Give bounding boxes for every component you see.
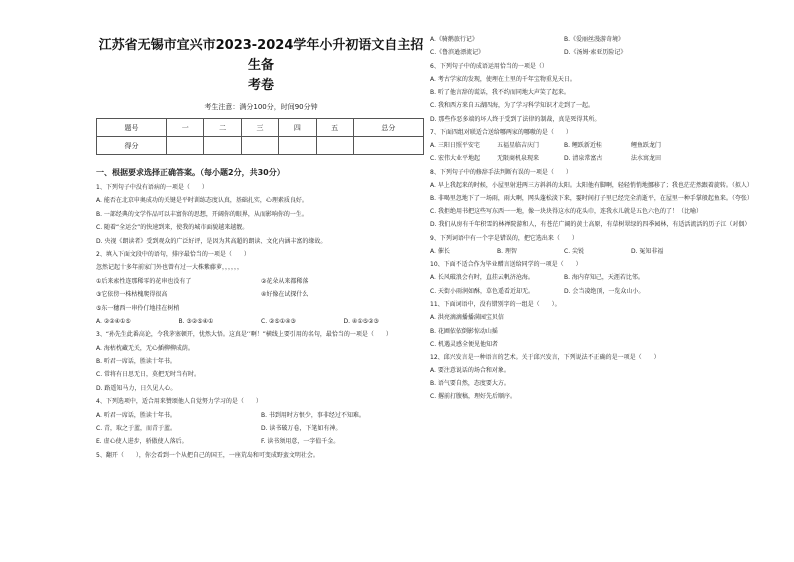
question-option: B. 语气要自然，态度要大方。 bbox=[430, 380, 510, 388]
score-input-cell[interactable] bbox=[353, 137, 423, 155]
question-stem: 9、下列词语中有一个字是错误的，把它选出来（ ） bbox=[430, 234, 578, 242]
left-column bbox=[96, 36, 426, 465]
score-header-cell: 四 bbox=[279, 119, 316, 137]
question-option: C. 撂前打腹稿，理好先后顺序。 bbox=[430, 393, 517, 401]
score-header-cell: 三 bbox=[241, 119, 278, 137]
score-header-cell: 二 bbox=[204, 119, 241, 137]
question-option: A. 长风破浪会有时，直挂云帆济沧海。 bbox=[430, 274, 534, 282]
option-row bbox=[96, 318, 426, 326]
question-option: A. 能否在北京申奥成功的关键是平时训练态度认真，基础扎实，心理素质良好。 bbox=[96, 197, 308, 205]
sentence-item: ⑤东一穗西一串伶仃地挂在树梢 bbox=[96, 304, 180, 312]
question-stem: 4、下列选项中，适合用来赞颂他人自觉努力学习的是（ ） bbox=[96, 398, 262, 406]
question-option: D. 路遥知马力，日久见人心。 bbox=[96, 384, 177, 392]
question-option: C. ②⑤①④③ bbox=[261, 317, 296, 325]
sentence-item: ④好像在试探什么 bbox=[261, 291, 309, 299]
question-stem: 11、下面词语中，没有错别字的一组是（ ）。 bbox=[430, 301, 561, 309]
question-stem: 5、翻开（ ），你会看到一个从把自己的国王，一座荒岛和可变成野蛮文明社会。 bbox=[96, 451, 319, 459]
question-option: A. 海枯枕藏无关，无心插柳柳成荫。 bbox=[96, 344, 194, 352]
question-option: D. 冤知非福 bbox=[631, 247, 664, 255]
question-option: A. ②②④①⑤ bbox=[96, 317, 131, 325]
question-option: A. 考古学家的发现，使埋在土里的千年宝物重见天日。 bbox=[430, 75, 576, 83]
question-option: A.《骑鹅旅行记》 bbox=[430, 36, 478, 43]
question-stem: 1、下列句子中没有语病的一项是（ ） bbox=[96, 184, 208, 191]
question-option: C. 机遇灵感全便见他知者 bbox=[430, 340, 499, 348]
score-table bbox=[96, 118, 424, 155]
score-header-cell: 五 bbox=[316, 119, 353, 137]
question-option: D.《汤姆·索亚历险记》 bbox=[564, 49, 627, 57]
question-option: F. 读书须用意，一字值千金。 bbox=[261, 438, 340, 446]
score-header-cell: 总分 bbox=[353, 119, 423, 137]
question-option: B. 理智 bbox=[497, 247, 517, 255]
question-option: B. 听君一席话，胜读十年书。 bbox=[96, 358, 176, 366]
option-row bbox=[430, 36, 698, 44]
couplet-item: 五福星临吉庆门 bbox=[497, 141, 540, 149]
score-input-cell[interactable] bbox=[167, 137, 204, 155]
option-row bbox=[430, 155, 698, 163]
couplet-item: B. 鲤跃新近桂 bbox=[564, 141, 602, 149]
question-stem: 8、下列句子中的修辞手法判断有误的一项是（ ） bbox=[430, 168, 572, 176]
question-option: B. 书到用时方恨少，事非经过不知难。 bbox=[261, 411, 365, 419]
question-option: C.《鲁滨逊漂流记》 bbox=[430, 49, 485, 57]
option-row bbox=[430, 142, 698, 150]
sentence-item: ②花朵从来都稀落 bbox=[261, 277, 309, 285]
question-option: B. 海内存知己，天涯若比邻。 bbox=[564, 274, 644, 282]
score-input-cell[interactable] bbox=[316, 137, 353, 155]
question-option: C. 青，取之于蓝，而青于蓝。 bbox=[96, 425, 177, 433]
question-stem: 7、下面四组对联适合送给哪两家的哪嗷的是（ ） bbox=[430, 128, 572, 136]
question-option: D. 我们从房有千年积雪的林禅院游和人，有苍茫广阔的黄土高原，有草树翠绿的四季园林，有适活流活的历子江（对偶） bbox=[430, 221, 751, 229]
exam-title-line1: 江苏省无锡市宜兴市2023-2024学年小升初语文自主招生备 bbox=[98, 38, 424, 73]
score-input-cell[interactable] bbox=[279, 137, 316, 155]
exam-notice: 考生注意：满分100分，时间90分钟 bbox=[204, 103, 318, 111]
question-option: B. 听了他言辞的谎话，我不约而同地大声笑了起来。 bbox=[430, 89, 570, 97]
sentence-pair bbox=[96, 291, 426, 299]
question-option: A. 要注意说话的场合和对象。 bbox=[430, 367, 510, 375]
question-option: C. 我和西方来自五湖四海，为了学习科学知识才走到了一起。 bbox=[430, 102, 595, 110]
exam-title-line2: 考卷 bbox=[247, 78, 274, 93]
option-row bbox=[96, 412, 426, 420]
question-option: C. 天街小雨润如酥，草色遥看近却无。 bbox=[430, 287, 535, 295]
question-option: D. 会当凌绝顶，一览众山小。 bbox=[564, 287, 645, 295]
score-input-cell[interactable] bbox=[204, 137, 241, 155]
question-stem: 12、邱兴发言是一种语言的艺术。关于邱兴发言，下列说法不正确的是一项是（ ） bbox=[430, 353, 660, 361]
question-stem: 3、“孙先生此番高论，令我茅塞顿开，忧然大悟。这真是‘’啊！”横线上要引用的名句，最恰当的一项是（ ） bbox=[96, 331, 392, 339]
couplet-item: D. 清泉常富古 bbox=[564, 155, 603, 163]
option-row bbox=[430, 274, 698, 282]
question-stem: 10、下面不适合作为毕业赠言送给同学的一项是（ ） bbox=[430, 261, 582, 269]
question-option: C. 尖锐 bbox=[564, 247, 585, 255]
score-header-cell: 一 bbox=[167, 119, 204, 137]
question-option: B.《爱丽丝漫游奇境》 bbox=[564, 36, 625, 43]
couplet-item: 无限商机泉现来 bbox=[497, 155, 540, 163]
question-option: A. 催长 bbox=[430, 247, 450, 255]
option-row bbox=[430, 248, 698, 256]
option-row bbox=[430, 49, 698, 57]
sentence-pair bbox=[96, 278, 426, 286]
score-header-cell: 题号 bbox=[97, 119, 167, 137]
question-option: C. 我拒绝用书把这些写东西一一地，像一块块得这水的花头巾，连我水儿就是五色六色的了！（比喻） bbox=[430, 208, 703, 216]
question-option: D. 央视《朗读者》受到观众的广泛好评，是因为其高超的朗读、文化内涵丰富的缘故。 bbox=[96, 237, 327, 245]
question-option: A. 洪亮滴滴播播满园宝贝信 bbox=[430, 314, 504, 322]
question-option: B. 花圃依依倒影惊动山摇 bbox=[430, 327, 498, 335]
question-option: D. 那些作恶多端的坏人终于受到了法律的制裁，真是死得其所。 bbox=[430, 115, 601, 123]
question-stem: 6、下列句子中的成语运用恰当的一项是（） bbox=[430, 62, 548, 70]
score-table-score-row bbox=[97, 137, 424, 155]
sentence-item: ③它依傍一株枯槐爬得很高 bbox=[96, 291, 168, 299]
option-row bbox=[96, 438, 426, 446]
question-text: 忽然记起十多年前家门外也曾有过一大株紫藤萝，，，，，， bbox=[96, 264, 244, 272]
option-row bbox=[430, 288, 698, 296]
score-input-cell[interactable] bbox=[241, 137, 278, 155]
right-column bbox=[430, 36, 753, 407]
question-stem: 2、填入下面文段中的语句，排序最恰当的一项是（ ） bbox=[96, 250, 250, 258]
question-option: B. 非喝里忽地下了一场雨，雨大啊，网头蓬松淡下来，霎时间打子里已经完全消逝平，在屋里一种手掌般起鱼来。（夸张） bbox=[430, 195, 753, 203]
score-table-header-row bbox=[97, 119, 424, 137]
option-row bbox=[96, 425, 426, 433]
couplet-item: A. 三阳日照平安宅 bbox=[430, 141, 480, 149]
question-option: A. 听君一席话，胜读十年书。 bbox=[96, 411, 176, 419]
question-option: A. 早上我起来的时候，小屋里射进两三方斜斜的太阳。太阳他有脚啊，轻轻悄悄地挪移了；我也茫茫然跟着旋转。（拟人） bbox=[430, 181, 753, 189]
question-option: C. 随着“全运会”的快速到来，使我的城市面貌越来越靓。 bbox=[96, 224, 249, 232]
question-option: D. 读书破万卷，下笔如有神。 bbox=[261, 425, 342, 433]
question-option: B. ③②⑤④① bbox=[178, 317, 214, 325]
sentence-item: ①后来索性连那稀零的花串也没有了 bbox=[96, 277, 192, 285]
score-row-label: 得分 bbox=[97, 137, 167, 155]
question-option: D. ④①⑤②③ bbox=[343, 317, 379, 325]
couplet-item: 鲤鱼跃龙门 bbox=[631, 141, 662, 149]
question-option: B. 一部经典的文学作品可以丰富你的思想，开阔你的眼界，从而影响你的一生。 bbox=[96, 210, 308, 218]
question-option: C. 常将有日思无日，莫把无时当有时。 bbox=[96, 371, 201, 379]
couplet-item: C. 宏伟大业平地起 bbox=[430, 155, 481, 163]
section-heading: 一、根据要求选择正确答案。（每小题2分，共30分） bbox=[96, 168, 285, 177]
question-option: E. 虚心使人进步，骄傲使人落后。 bbox=[96, 438, 188, 446]
couplet-item: 法水寓龙田 bbox=[631, 155, 662, 163]
